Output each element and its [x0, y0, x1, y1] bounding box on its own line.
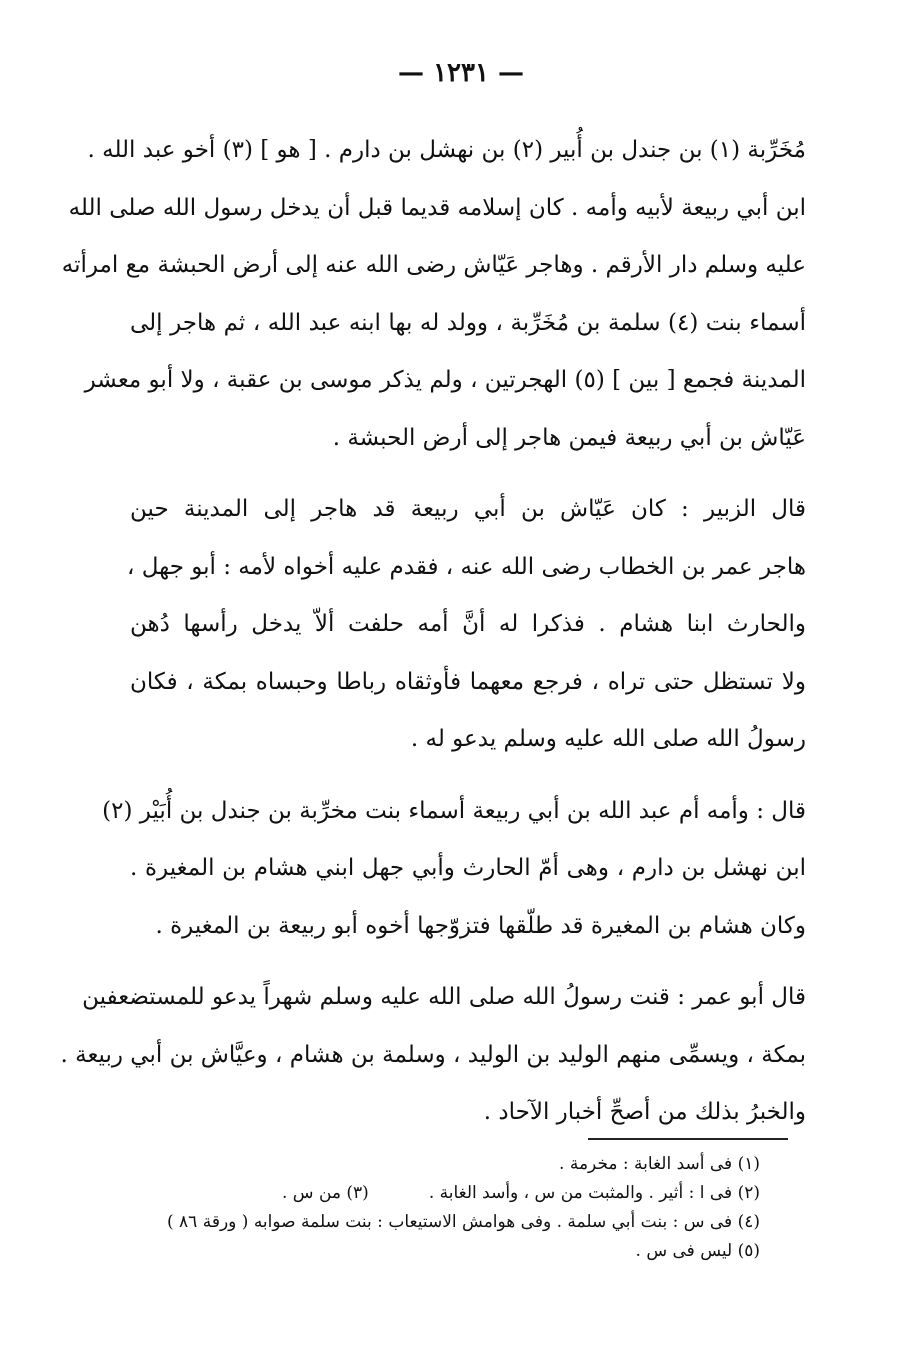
paragraph-2 — [126, 481, 806, 769]
footnote-3: (٣) من س . — [281, 1183, 369, 1203]
page-number: — ١٢٣١ — — [398, 58, 524, 88]
text-line: قال الزبير : كان عَيّاش بن أبي ربيعة قد هاجر إلى المدينة حين — [130, 496, 806, 522]
text-line: والخبرُ بذلك من أصحِّ أخبار الآحاد . — [483, 1099, 806, 1125]
main-text — [60, 122, 806, 1142]
footnote-1: (١) فى أسد الغابة : مخرمة . — [559, 1154, 760, 1174]
footnote-5: (٥) ليس فى س . — [635, 1241, 760, 1261]
text-line: قال أبو عمر : قنت رسولُ الله صلى الله عليه وسلم شهراً يدعو للمستضعفين — [82, 984, 806, 1010]
paragraph-3 — [102, 783, 806, 956]
text-line: وكان هشام بن المغيرة قد طلّقها فتزوّجها أخوه أبو ربيعة بن المغيرة . — [155, 912, 806, 939]
footnote-2: (٢) فى ا : أثير . والمثبت من س ، وأسد الغابة . — [428, 1183, 760, 1203]
text-line: مُخَرِّبة (١) بن جندل بن أُبير (٢) بن نهشل بن دارم . [ هو ] (٣) أخو عبد الله . — [87, 137, 806, 163]
footnote-divider — [588, 1138, 788, 1140]
text-line: والحارث ابنا هشام . فذكرا له أنَّ أمه حلفت ألاّ يدخل رأسها دُهن — [130, 611, 806, 637]
text-line: ولا تستظل حتى تراه ، فرجع معهما فأوثقاه رباطا وحبساه بمكة ، فكان — [130, 668, 806, 695]
text-line: ابن أبي ربيعة لأبيه وأمه . كان إسلامه قديما قبل أن يدخل رسول الله صلى الله — [68, 194, 806, 221]
text-line: ابن نهشل بن دارم ، وهى أمّ الحارث وأبي جهل ابني هشام بن المغيرة . — [130, 855, 806, 881]
text-line: عَيّاش بن أبي ربيعة فيمن هاجر إلى أرض الحبشة . — [332, 424, 806, 451]
text-line: بمكة ، ويسمِّى منهم الوليد بن الوليد ، وسلمة بن هشام ، وعيَّاش بن أبي ربيعة . — [60, 1041, 806, 1068]
text-line: عليه وسلم دار الأرقم . وهاجر عَيّاش رضى الله عنه إلى أرض الحبشة مع امرأته — [61, 252, 806, 278]
text-line: هاجر عمر بن الخطاب رضى الله عنه ، فقدم عليه أخواه لأمه : أبو جهل ، — [126, 553, 806, 580]
text-line: رسولُ الله صلى الله عليه وسلم يدعو له . — [410, 726, 806, 752]
text-line: أسماء بنت (٤) سلمة بن مُخَرِّبة ، وولد له بها ابنه عبد الله ، ثم هاجر إلى — [130, 309, 806, 336]
footnote-4: (٤) فى س : بنت أبي سلمة . وفى هوامش الاستيعاب : بنت سلمة صوابه ( ورقة ٨٦ ) — [167, 1212, 760, 1232]
paragraph-4 — [60, 969, 806, 1142]
paragraph-1 — [61, 122, 806, 467]
text-line: المدينة فجمع [ بين ] (٥) الهجرتين ، ولم يذكر موسى بن عقبة ، ولا أبو معشر — [84, 367, 806, 393]
footnotes — [130, 1150, 760, 1266]
text-line: قال : وأمه أم عبد الله بن أبي ربيعة أسماء بنت مخرِّبة بن جندل بن أُبَيْر (٢) — [102, 797, 806, 824]
footnote-2-3 — [130, 1179, 760, 1208]
